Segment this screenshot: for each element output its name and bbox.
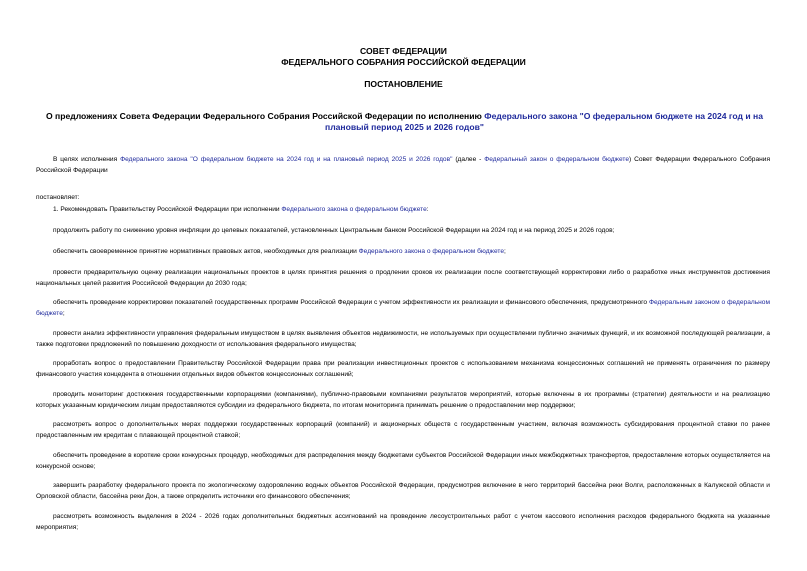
item-1-text-1: 1. Рекомендовать Правительству Российской Федерации при исполнении xyxy=(53,206,282,213)
paragraph-competitive-procedures: обеспечить проведение в короткие сроки конкурсных процедур, необходимых для распределения между бюджетами субъектов Российской Федерации иных межбюджетных трансфертов, предоставление которых осуществляется на конкурсной основе; xyxy=(36,452,770,470)
decree-word: постановляет: xyxy=(36,194,80,201)
intro-law-link[interactable]: Федерального закона "О федеральном бюджете на 2024 год и на плановый период 2025 и 2026 годов" xyxy=(120,156,453,163)
item-1-text-2: : xyxy=(426,206,429,213)
document-title xyxy=(36,111,773,133)
paragraph-forest-works: рассмотреть возможность выделения в 2024 - 2026 годах дополнительных бюджетных ассигнований на проведение лесоустроительных работ с учетом кассового исполнения расходов федерального бюджета на указанные мероприятия; xyxy=(36,513,770,531)
paragraph-support-measures: рассмотреть вопрос о дополнительных мерах поддержки государственных корпораций (компаний) и акционерных обществ с государственным участием, включая возможность субсидирования процентной ставки по ранее предоставленным им кредитам с плавающей процентной ставкой; xyxy=(36,421,770,439)
paragraph-normative-acts xyxy=(36,246,770,257)
intro-paragraph xyxy=(36,154,770,176)
p2-text-2: ; xyxy=(504,248,506,255)
paragraph-national-projects: провести предварительную оценку реализации национальных проектов в целях принятия решения о продлении сроков их реализации после соответствующей корректировки либо о разработке иных инструментов достижения национальных целей развития Российской Федерации до 2030 года; xyxy=(36,269,770,287)
p2-law-link[interactable]: Федерального закона о федеральном бюджете xyxy=(358,248,505,255)
paragraph-monitoring: проводить мониторинг достижения государственными корпорациями (компаниями), публично-правовыми компаниями результатов мероприятий, которые включены в их программы (стратегии) деятельности и на реализацию которых указанным юридическим лицам предоставляются субсидии из федерального бюджета, по итогам мониторинга принимать решение о предоставлении мер поддержки; xyxy=(36,391,770,409)
p4-text-1: обеспечить проведение корректировки показателей государственных программ Российской Федерации с учетом эффективности их реализации и финансового обеспечения, предусмотренного xyxy=(53,299,649,306)
title-text: О предложениях Совета Федерации Федерального Собрания Российской Федерации по исполнению xyxy=(45,111,485,121)
p4-text-2: ; xyxy=(62,310,65,317)
paragraph-inflation: продолжить работу по снижению уровня инфляции до целевых показателей, установленных Центральным банком Российской Федерации на 2024 год и на период 2025 и 2026 годов; xyxy=(53,227,615,234)
intro-text-1: В целях исполнения xyxy=(53,156,121,163)
paragraph-federal-property: провести анализ эффективности управления федеральным имуществом в целях выявления объектов недвижимости, не используемых при осуществлении публично значимых функций, и их возможной последующей реализации, а также подготовки предложений по повышению доходности от использования федерального имущества; xyxy=(36,330,770,348)
title-law-link[interactable]: Федерального закона "О федеральном бюджете на 2024 год и на плановый период 2025 и 2026 годов" xyxy=(325,111,764,132)
header-council: СОВЕТ ФЕДЕРАЦИИ xyxy=(360,46,447,56)
p2-text-1: обеспечить своевременное принятие нормативных правовых актов, необходимых для реализации xyxy=(53,248,359,255)
intro-short-law-link[interactable]: Федеральный закон о федеральном бюджете xyxy=(484,156,630,163)
item-1-law-link[interactable]: Федерального закона о федеральном бюджете xyxy=(281,206,427,213)
item-1 xyxy=(36,204,770,215)
paragraph-concessions: проработать вопрос о предоставлении Правительству Российской Федерации права при реализации инвестиционных проектов с использованием механизма концессионных соглашений не применять ограничения по размеру финансового участия концедента в отношении отдельных видов объектов концессионных соглашений; xyxy=(36,360,770,378)
intro-text-3: ) Совет Федерации Федерального Собрания Российской Федерации xyxy=(36,156,771,174)
paragraph-state-programs xyxy=(36,297,770,319)
header-doc-type: ПОСТАНОВЛЕНИЕ xyxy=(364,79,443,89)
intro-text-2: (далее - xyxy=(452,156,485,163)
paragraph-water-project: завершить разработку федерального проекта по экологическому оздоровлению водных объектов Российской Федерации, предусмотрев включение в него территорий бассейна реки Волги, расположенных в Калужской области и Орловской области, бассейна реки Дон, а также определить источники его финансового обеспечения; xyxy=(36,482,770,500)
header-assembly: ФЕДЕРАЛЬНОГО СОБРАНИЯ РОССИЙСКОЙ ФЕДЕРАЦИИ xyxy=(281,57,526,67)
p4-law-link[interactable]: Федеральным законом о федеральном бюджете xyxy=(36,299,771,317)
